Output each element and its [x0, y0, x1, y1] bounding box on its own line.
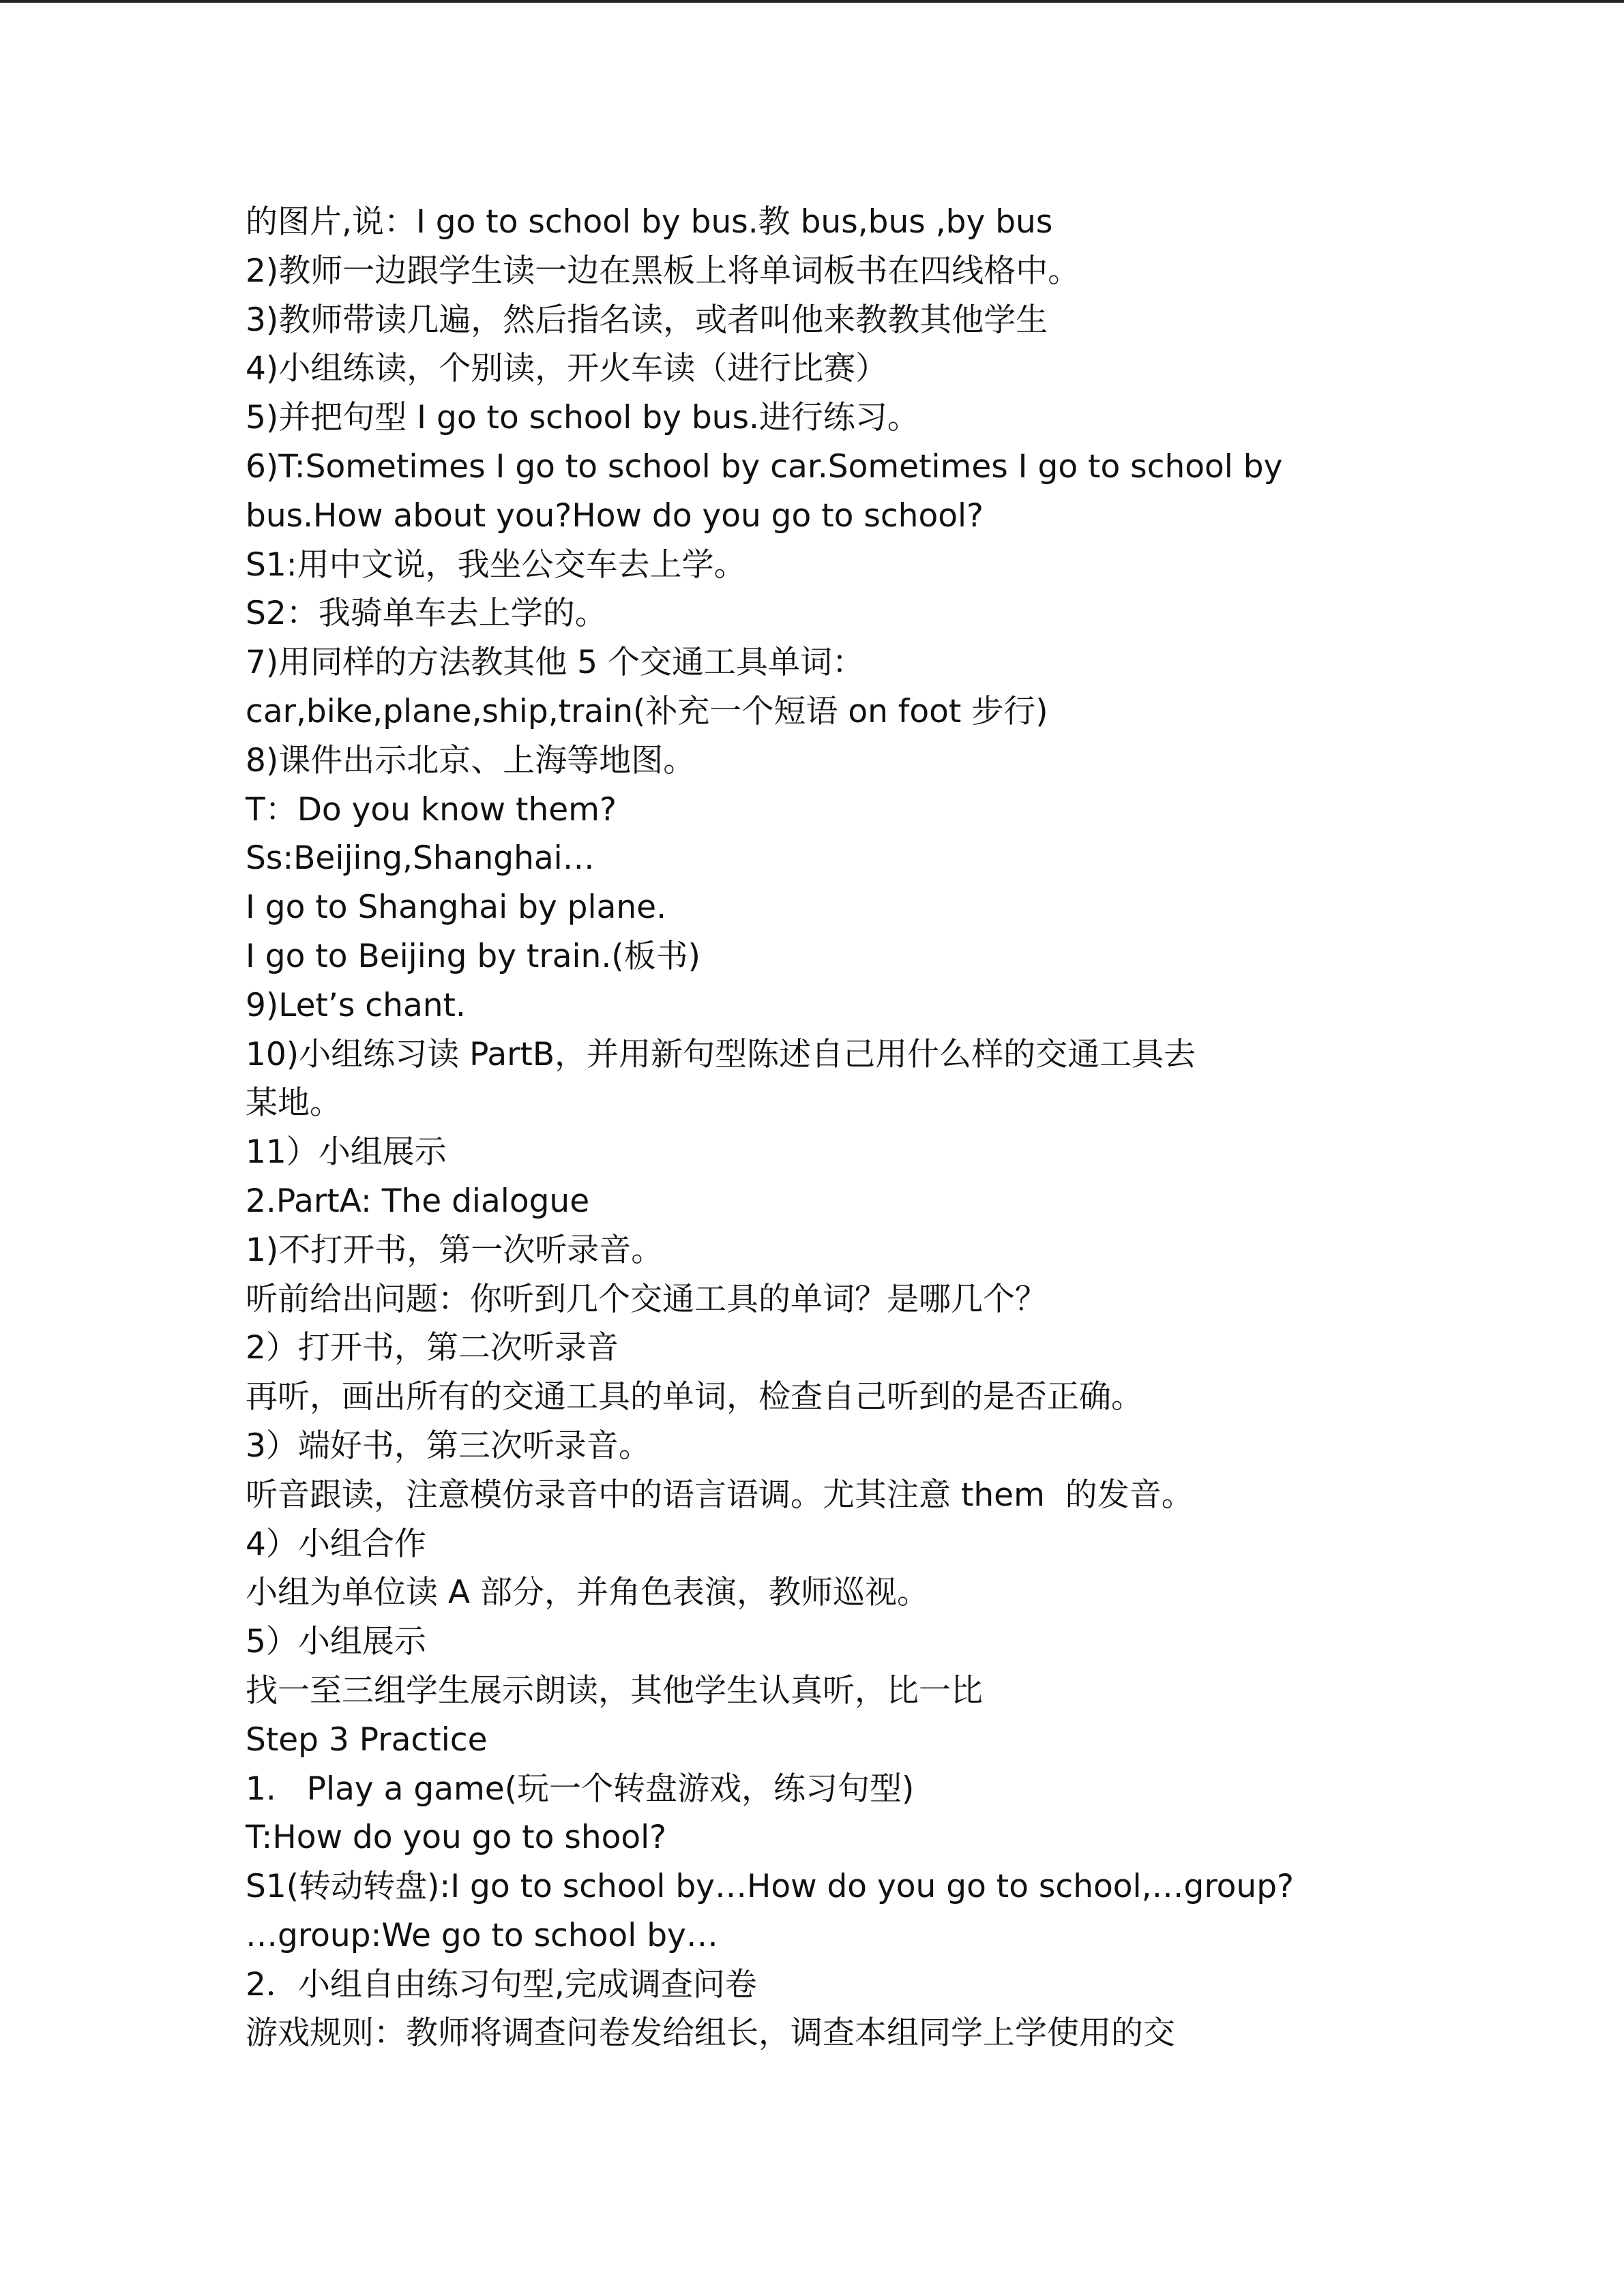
text-line: 4）小组合作	[246, 1525, 426, 1563]
document-body	[246, 198, 1446, 2058]
text-line: 的图片,说：I go to school by bus.教 bus,bus ,by bus	[246, 203, 1053, 241]
text-line: S1:用中文说，我坐公交车去上学。	[246, 546, 746, 584]
page-top-border	[0, 0, 1624, 3]
text-line: 10)小组练习读 PartB，并用新句型陈述自己用什么样的交通工具去	[246, 1035, 1196, 1073]
text-line: 找一至三组学生展示朗读，其他学生认真听，比一比	[246, 1671, 983, 1710]
text-line: 1. Play a game(玩一个转盘游戏，练习句型)	[246, 1770, 915, 1808]
text-line: 7)用同样的方法教其他 5 个交通工具单词：	[246, 644, 865, 682]
text-line: S2：我骑单车去上学的。	[246, 595, 607, 633]
text-line: I go to Shanghai by plane.	[246, 889, 667, 927]
text-line: T:How do you go to shool?	[246, 1819, 667, 1857]
text-line: 听前给出问题：你听到几个交通工具的单词？是哪几个？	[246, 1280, 1047, 1318]
text-line: 4)小组练读，个别读，开火车读（进行比赛）	[246, 350, 888, 388]
text-line: 游戏规则：教师将调查问卷发给组长，调查本组同学上学使用的交	[246, 2014, 1175, 2053]
text-line: 5）小组展示	[246, 1623, 426, 1661]
text-line: 3)教师带读几遍，然后指名读，或者叫他来教教其他学生	[246, 301, 1048, 339]
text-line: 6)T:Sometimes I go to school by car.Sometimes I go to school by	[246, 447, 1283, 486]
text-line: …group:We go to school by…	[246, 1916, 718, 1954]
text-line: 2．小组自由练习句型,完成调查问卷	[246, 1965, 757, 2003]
text-line: car,bike,plane,ship,train(补充一个短语 on foot 步行)	[246, 692, 1048, 730]
text-line: 再听，画出所有的交通工具的单词，检查自己听到的是否正确。	[246, 1378, 1143, 1416]
text-line: S1(转动转盘):I go to school by…How do you go to school,…group?	[246, 1868, 1295, 1906]
text-line: 11）小组展示	[246, 1133, 447, 1172]
text-line: bus.How about you?How do you go to school?	[246, 496, 984, 535]
text-line: 某地。	[246, 1084, 342, 1122]
text-line: 3）端好书，第三次听录音。	[246, 1427, 651, 1465]
text-line: T：Do you know them?	[246, 790, 617, 829]
text-line: 5)并把句型 I go to school by bus.进行练习。	[246, 399, 919, 437]
text-line: 9)Let’s chant.	[246, 986, 466, 1024]
text-line: I go to Beijing by train.(板书)	[246, 937, 700, 975]
text-line: 听音跟读，注意模仿录音中的语言语调。尤其注意 them 的发音。	[246, 1476, 1194, 1514]
text-line: 2）打开书，第二次听录音	[246, 1329, 619, 1367]
text-line: 小组为单位读 A 部分，并角色表演，教师巡视。	[246, 1574, 930, 1612]
text-line: 2)教师一边跟学生读一边在黑板上将单词板书在四线格中。	[246, 252, 1080, 290]
text-line: Ss:Beijing,Shanghai…	[246, 839, 595, 878]
text-line: 8)课件出示北京、上海等地图。	[246, 741, 696, 779]
text-line: 1)不打开书，第一次听录音。	[246, 1231, 664, 1269]
section-heading: Step 3 Practice	[246, 1720, 488, 1759]
text-line: 2.PartA: The dialogue	[246, 1182, 590, 1220]
